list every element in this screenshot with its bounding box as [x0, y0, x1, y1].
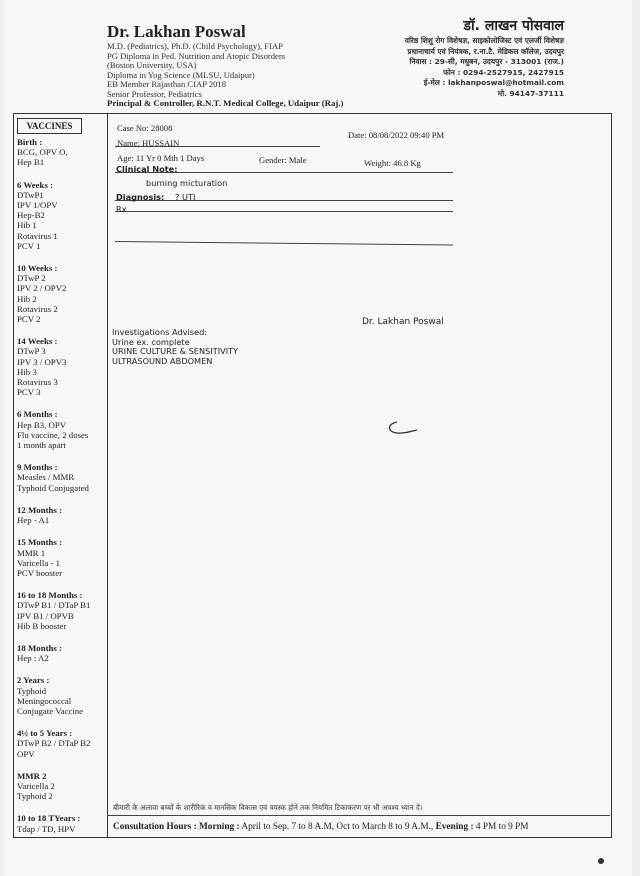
vaccine-item: IPV 3 / OPV3	[17, 356, 67, 367]
credential-line: M.D. (Pediatrics), Ph.D. (Child Psychology), FIAP	[107, 41, 283, 51]
vaccine-item: DTwP1	[17, 189, 44, 200]
vaccine-item: Hep : A2	[17, 653, 49, 664]
vaccine-item: Hep - A1	[17, 515, 50, 526]
vaccine-schedule	[17, 137, 107, 846]
vaccine-item: Varicella 2	[17, 780, 55, 791]
column-divider	[107, 113, 108, 837]
vaccine-item: IPV 2 / OPV2	[17, 283, 67, 294]
vaccine-item: Meningococcal	[17, 695, 72, 706]
vaccine-item: Rotavirus 1	[17, 230, 58, 241]
patient-age: Age: 11 Yr 0 Mth 1 Days	[117, 153, 205, 163]
patient-gender: Gender: Male	[259, 155, 307, 165]
vaccine-group-title: 9 Months :	[17, 462, 58, 473]
investigations-label: Investigations Advised:	[112, 327, 208, 337]
divider	[115, 211, 453, 212]
evening-hours: 4 PM to 9 PM	[475, 822, 529, 832]
vaccine-item: Typhoid Conjugated	[17, 482, 89, 493]
vaccine-group-title: 6 Months :	[17, 409, 58, 420]
vaccine-group	[17, 263, 107, 324]
diagnosis-label: Diagnosis:	[116, 192, 165, 202]
vaccine-group	[17, 675, 107, 716]
vaccine-group-title: 10 Weeks :	[17, 263, 58, 274]
vaccine-item: MMR 1	[17, 547, 46, 558]
vaccine-item: DTwP 3	[17, 346, 46, 357]
clinical-note-text: burning micturation	[146, 178, 228, 188]
vaccine-group-title: 12 Months :	[17, 504, 62, 515]
vaccine-item: Hep-B2	[17, 210, 45, 221]
principal-line: Principal & Controller, R.N.T. Medical College, Udaipur (Raj.)	[107, 98, 344, 108]
credential-line: (Boston University, USA)	[107, 60, 197, 70]
vaccine-item: 1 month apart	[17, 440, 66, 451]
patient-name: Name: HUSSAIN	[117, 138, 180, 148]
header-right-hindi	[304, 16, 564, 100]
vaccine-item: PCV 3	[17, 387, 41, 398]
vaccine-item: Varicella - 1	[17, 557, 60, 568]
vaccine-item: Typhoid	[17, 685, 47, 696]
hindi-mobile: मो. 94147-37111	[497, 88, 564, 98]
vaccine-group-title: 4½ to 5 Years :	[17, 728, 73, 739]
vaccine-group	[17, 643, 107, 663]
vaccine-item: IPV 1/OPV	[17, 200, 58, 211]
vaccine-group	[17, 409, 107, 450]
vaccine-group-title: 15 Months :	[17, 537, 62, 548]
footer-divider	[107, 815, 610, 816]
vaccine-group	[17, 728, 107, 759]
divider	[115, 200, 453, 201]
morning-hours: April to Sep. 7 to 8 A.M, Oct to March 8 to 9 A.M.,	[241, 822, 434, 832]
consult-label: Consultation Hours :	[113, 822, 197, 832]
vaccine-item: BCG, OPV O,	[17, 147, 68, 158]
hindi-address: निवास : 29-सी, मधुबन, उदयपुर - 313001 (राज.)	[409, 57, 564, 67]
doctor-signature-name: Dr. Lakhan Poswal	[362, 317, 444, 327]
vaccine-item: Hib 3	[17, 366, 37, 377]
vaccine-item: Rotavirus 3	[17, 377, 58, 388]
vaccine-group	[17, 336, 107, 397]
vaccine-item: Hep B3, OPV	[17, 419, 67, 430]
credential-line: EB Member Rajasthan CIAP 2018	[107, 79, 227, 89]
vaccine-group-title: Birth :	[17, 137, 43, 147]
vaccine-group	[17, 813, 107, 833]
morning-label: Morning :	[199, 822, 240, 832]
vaccine-item: DTwP 2	[17, 273, 46, 284]
patient-weight: Weight: 46.8 Kg	[364, 158, 421, 168]
vaccine-group-title: 10 to 18 TYears :	[17, 813, 81, 824]
vaccine-item: IPV B1 / OPVB	[17, 610, 74, 621]
hindi-line: प्रधानाचार्य एवं नियंत्रक, र.ना.टै. मेडिकल कॉलेज, उदयपुर	[407, 46, 564, 56]
vaccine-item: Hib 1	[17, 220, 37, 231]
vaccine-item: Rotavirus 2	[17, 303, 58, 314]
vaccine-item: PCV 1	[17, 240, 41, 251]
investigation-item: URINE CULTURE & SENSITIVITY	[112, 346, 239, 356]
vaccine-group	[17, 505, 107, 525]
vaccine-item: PCV booster	[17, 567, 63, 578]
vaccine-item: DTwP B1 / DTaP B1	[17, 600, 91, 611]
credential-line: Diploma in Yog Science (MLSU, Udaipur)	[107, 69, 255, 80]
vaccines-heading: VACCINES	[17, 118, 82, 134]
vaccine-group-title: 16 to 18 Months :	[17, 590, 83, 601]
vaccine-group-title: 6 Weeks :	[17, 179, 54, 190]
vaccine-item: Conjugate Vaccine	[17, 705, 84, 716]
vaccine-group-title: 18 Months :	[17, 642, 62, 653]
case-number: Case No: 28008	[117, 123, 173, 133]
doctor-name: Dr. Lakhan Poswal	[107, 22, 246, 41]
vaccine-item: PCV 2	[17, 314, 41, 325]
handwritten-mark	[383, 418, 423, 438]
vaccine-item: Hep B1	[17, 157, 45, 168]
vaccine-item: Flu vaccine, 2 doses	[17, 429, 89, 440]
vaccine-item: Typhoid 2	[17, 791, 53, 802]
hindi-line: वरिष्ठ शिशु रोग विशेषज्ञ, साइकोलोजिस्ट एवं एलर्जी विशेषज्ञ	[404, 36, 564, 45]
vaccine-item: OPV	[17, 748, 35, 759]
footer-hindi-note: बीमारी के अलावा बच्चों के शारीरिक व मानसिक विकास एवं वयस्क होने तक नियमित टिकाकरण पर भी अवश्य ध्यान दें।	[113, 803, 423, 812]
vaccine-group	[17, 537, 107, 578]
rx-symbol: Rx	[116, 204, 127, 214]
consultation-hours	[113, 822, 607, 832]
vaccine-item: DTwP B2 / DTaP B2	[17, 738, 91, 749]
vaccine-group-title: 14 Weeks :	[17, 336, 58, 347]
vaccine-group	[17, 137, 107, 168]
vaccine-group	[17, 590, 107, 631]
vaccine-item: Hib B booster	[17, 620, 67, 631]
doctor-name-hindi: डॉ. लाखन पोसवाल	[463, 18, 564, 34]
evening-label: Evening :	[435, 822, 474, 832]
vaccine-item: Measles / MMR	[17, 472, 75, 483]
diagnosis-text: ? UTI	[175, 192, 196, 202]
vaccine-item: Tdap / TD, HPV	[17, 823, 76, 834]
vaccine-group-title: MMR 2	[17, 770, 47, 781]
clinical-note-label: Clinical Note:	[116, 164, 178, 174]
investigation-item: Urine ex. complete	[112, 336, 190, 347]
vaccine-item: Hib 2	[17, 293, 37, 304]
divider	[115, 146, 320, 147]
hindi-phone: फोन : 0294-2527915, 2427915	[443, 67, 564, 77]
investigations-section	[112, 328, 238, 366]
case-date: Date: 08/08/2022 09:40 PM	[348, 130, 445, 140]
ink-dot	[598, 858, 604, 864]
vaccine-group	[17, 462, 107, 493]
credential-line: PG Diploma in Ped. Nutrition and Atopic Disorders	[107, 50, 286, 61]
hindi-email: ई-मेल : lakhanposwal@hotmail.com	[423, 78, 564, 88]
credential-line: Senior Professor, Pediatrics	[107, 88, 202, 99]
investigation-item: ULTRASOUND ABDOMEN	[112, 355, 213, 366]
vaccine-group-title: 2 Years :	[17, 675, 50, 686]
vaccine-group	[17, 771, 107, 802]
vaccine-group	[17, 180, 107, 251]
